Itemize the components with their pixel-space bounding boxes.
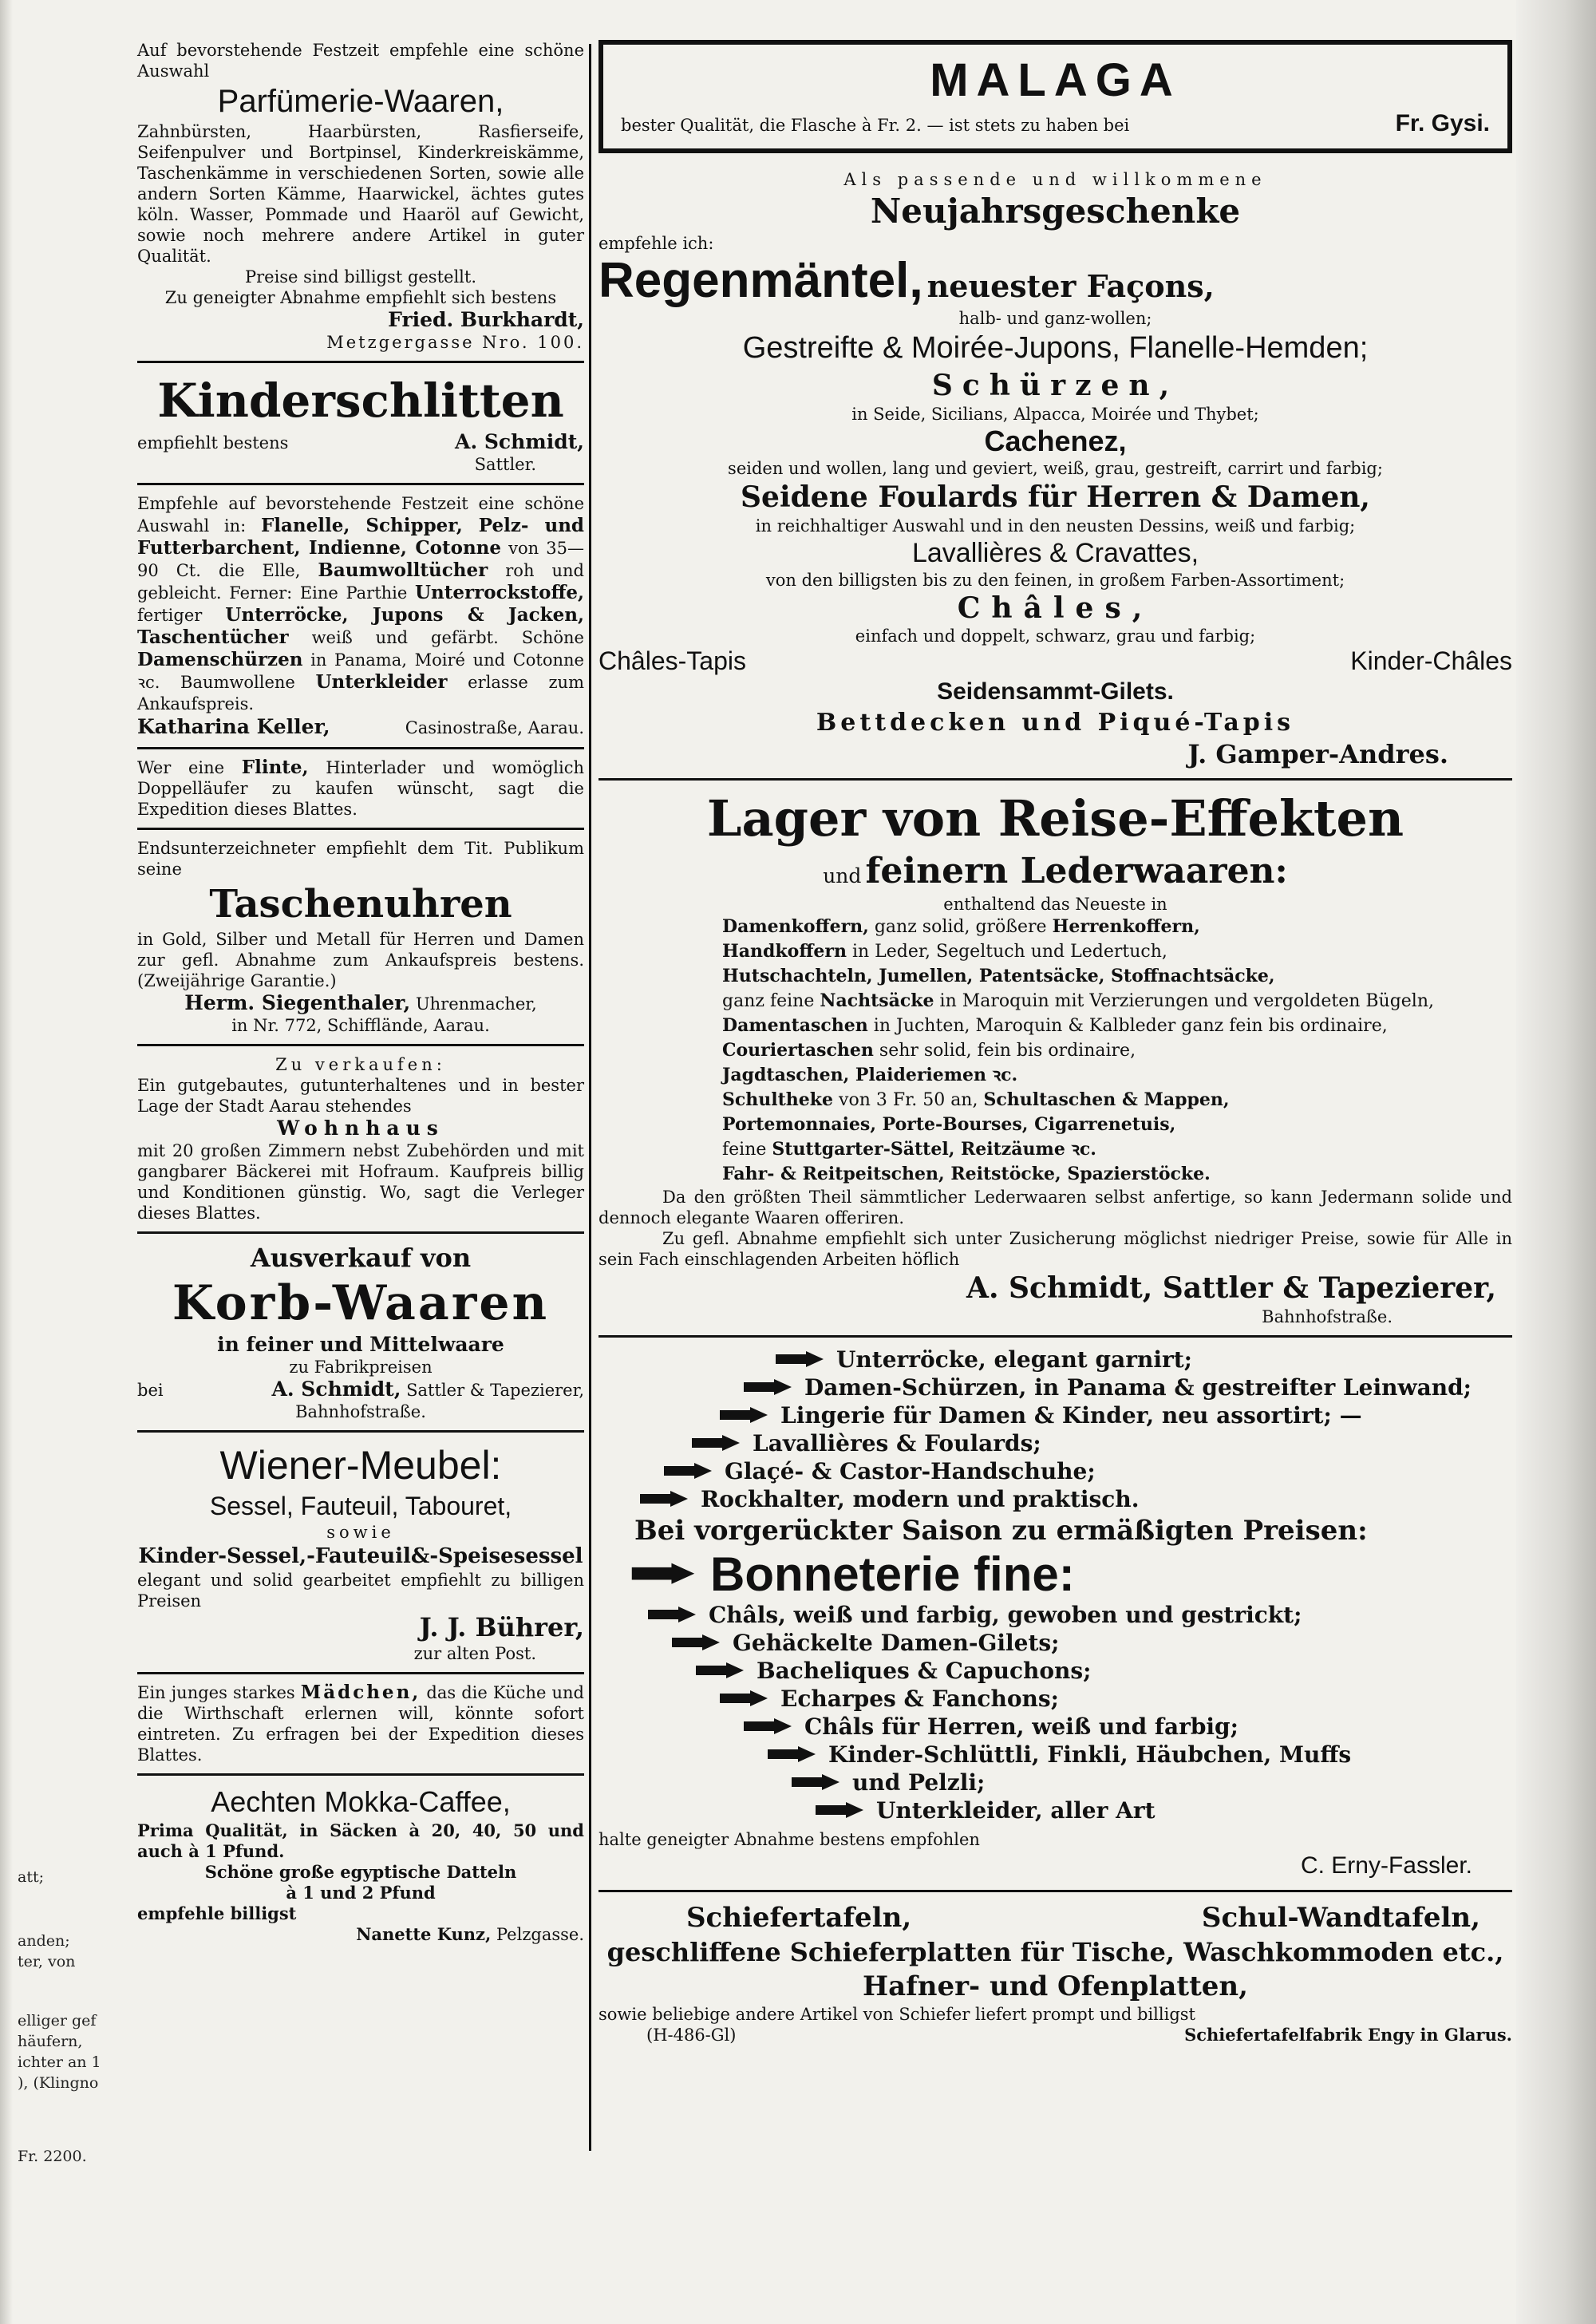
- ad-address: in Nr. 772, Schifflände, Aarau.: [231, 1016, 490, 1035]
- ad-taschenuhren: [137, 838, 584, 1036]
- ad-katharina-keller: [137, 493, 584, 739]
- ad-item-desc: halb- und ganz-wollen;: [958, 309, 1152, 328]
- ad-lead: empfehle billigst: [137, 1903, 297, 1923]
- ad-body: mit 20 großen Zimmern nebst Zubehörden und mit gangbarer Bäckerei mit Hofraum. Kaufpreis billig und Konditionen günstig. Wo, sagt die Verleger dieses Blattes.: [137, 1141, 584, 1223]
- list-item: Couriertaschen: [722, 1040, 874, 1061]
- ad-recommend: Zu geneigter Abnahme empfiehlt sich bestens: [164, 288, 557, 307]
- ad-list: [598, 915, 1512, 1187]
- pointing-hand-icon: [766, 1745, 817, 1765]
- item-text: Lingerie für Damen & Kinder, neu assortirt; —: [780, 1402, 1362, 1429]
- ad-name: A. Schmidt, Sattler & Tapezierer,: [966, 1271, 1496, 1305]
- list-item: [598, 1741, 1512, 1769]
- margin-fragment: häufern,: [18, 2033, 83, 2050]
- list-item: [598, 1429, 1512, 1457]
- ad-item-desc: von den billigsten bis zu den feinen, in großem Farben-Assortiment;: [765, 571, 1345, 590]
- ad-body: Ein gutgebautes, gutunterhaltenes und in bester Lage der Stadt Aarau stehendes: [137, 1076, 584, 1116]
- list-item: [598, 1657, 1512, 1685]
- ad-name: C. Erny-Fassler.: [1300, 1852, 1472, 1879]
- ad-name: A. Schmidt,: [455, 430, 584, 453]
- ad-intro: Auf bevorstehende Festzeit empfehle eine schöne Auswahl: [137, 41, 584, 81]
- ad-sub: feinern Lederwaaren:: [865, 851, 1288, 891]
- ad-name: Fried. Burkhardt,: [388, 308, 584, 331]
- ad-lead: enthaltend das Neueste in: [943, 895, 1167, 914]
- rule: [137, 747, 584, 749]
- ad-lead: empfiehlt bestens: [137, 433, 289, 453]
- ad-title: Parfümerie-Waaren,: [217, 84, 504, 119]
- item-text: Rockhalter, modern und praktisch.: [701, 1486, 1140, 1512]
- pointing-hand-icon: [662, 1461, 713, 1482]
- ad-erny-fassler: [598, 1346, 1512, 1882]
- page-shadow-left: [0, 0, 13, 2324]
- list-item: in Leder, Segeltuch und Ledertuch,: [851, 942, 1167, 962]
- item-text: und Pelzli;: [852, 1769, 986, 1796]
- column-divider: [589, 44, 591, 2151]
- ad-title: Bonneterie fine:: [710, 1547, 1075, 1601]
- ad-line: Ausverkauf von: [250, 1243, 472, 1273]
- margin-fragment: ), (Klingno: [18, 2074, 99, 2092]
- ad-trade: Pelzgasse.: [496, 1925, 584, 1944]
- ad-reise-effekten: [598, 788, 1512, 1327]
- item-text: Kinder-Schlüttli, Finkli, Häubchen, Muffs: [828, 1741, 1352, 1768]
- ad-address: Casinostraße, Aarau.: [405, 718, 584, 737]
- rule: [598, 1335, 1512, 1338]
- ad-wiener-meubel: [137, 1441, 584, 1664]
- margin-fragment: ter, von: [18, 1953, 76, 1970]
- ad-items: Unterröcke, Jupons & Jacken, Taschentücher: [137, 604, 584, 648]
- ad-item: Châles,: [957, 591, 1154, 625]
- pointing-hand-icon: [774, 1350, 825, 1370]
- ad-name: Katharina Keller,: [137, 715, 330, 738]
- list-item: Herrenkoffern,: [1052, 916, 1200, 937]
- ad-items: Damenschürzen: [137, 649, 303, 670]
- ad-text: erlasse zum Ankaufspreis.: [137, 673, 584, 713]
- ad-lead: empfehle ich:: [598, 234, 714, 253]
- ad-title: MALAGA: [930, 54, 1181, 106]
- ad-line: Sessel, Fauteuil, Tabouret,: [209, 1492, 512, 1520]
- ad-closing: halte geneigter Abnahme bestens empfohlen: [598, 1830, 980, 1849]
- ad-item-desc: einfach und doppelt, schwarz, grau und farbig;: [855, 626, 1256, 646]
- ad-line: in feiner und Mittelwaare: [217, 1333, 504, 1356]
- ad-title: Korb-Waaren: [172, 1275, 550, 1331]
- list-item: Hutschachteln, Jumellen, Patentsäcke, Stoffnachtsäcke,: [722, 966, 1275, 986]
- pointing-hand-icon: [690, 1433, 741, 1454]
- item-list: [598, 1601, 1512, 1824]
- ad-line: zu Fabrikpreisen: [289, 1358, 433, 1377]
- list-item: Jagdtaschen, Plaideriemen ꝛc.: [722, 1065, 1018, 1085]
- pointing-hand-icon: [814, 1800, 865, 1821]
- pointing-hand-icon: [638, 1489, 689, 1510]
- left-column: [137, 40, 584, 1945]
- list-item: [598, 1769, 1512, 1796]
- list-item: [598, 1457, 1512, 1485]
- margin-fragment: att;: [18, 1868, 44, 1886]
- pointing-hand-icon: [790, 1773, 841, 1793]
- list-item: in Maroquin mit Verzierungen und vergoldeten Bügeln,: [939, 991, 1435, 1011]
- ad-name: A. Schmidt,: [271, 1377, 401, 1401]
- ad-item: Lavallières & Cravattes,: [911, 538, 1199, 568]
- ad-trade: Sattler.: [474, 455, 536, 474]
- ad-title: Wohnhaus: [277, 1117, 444, 1140]
- list-item: ganz feine: [722, 991, 815, 1011]
- item-text: Châls für Herren, weiß und farbig;: [804, 1713, 1238, 1740]
- page-edge-right: [1516, 0, 1596, 2324]
- ad-text: von 35—90 Ct. die Elle,: [137, 539, 584, 580]
- item-text: Châls, weiß und farbig, gewoben und gestrickt;: [709, 1602, 1302, 1628]
- ad-body: Zahnbürsten, Haarbürsten, Rasfierseife, Seifenpulver und Bortpinsel, Kinderkreiskämme, Taschenkämme in verschiedenen Sorten, sowie alle andern Sorten Kämme, Haarwickel, ächtes gutes köln. Wasser, Pommade und Haaröl auf Gewicht, sowie noch mehrere andere Artikel in guter Qualität.: [137, 122, 584, 266]
- pointing-hand-icon: [742, 1717, 793, 1737]
- ad-trade: Uhrenmacher,: [415, 994, 537, 1014]
- ad-mokka: [137, 1784, 584, 1945]
- item-text: Glaçé- & Castor-Handschuhe;: [725, 1458, 1096, 1484]
- ad-item: Schürzen,: [931, 369, 1179, 402]
- ad-address: Bahnhofstraße.: [1262, 1307, 1393, 1326]
- ad-title: Neujahrsgeschenke: [870, 192, 1241, 231]
- rule: [137, 483, 584, 485]
- ad-item-desc: in reichhaltiger Auswahl und in den neusten Dessins, weiß und farbig;: [755, 516, 1356, 536]
- ad-line: Kinder-Sessel,-Fauteuil&-Speisesessel: [138, 1544, 583, 1568]
- ad-text: Wer eine: [137, 758, 225, 777]
- item-text: Damen-Schürzen, in Panama & gestreifter Leinwand;: [804, 1374, 1472, 1401]
- ad-name: Herm. Siegenthaler,: [184, 991, 411, 1014]
- ad-address: zur alten Post.: [413, 1644, 536, 1663]
- rule: [598, 778, 1512, 781]
- margin-fragment: elliger gef: [18, 2012, 97, 2030]
- list-item: ganz solid, größere: [874, 917, 1047, 937]
- item-text: Bacheliques & Capuchons;: [757, 1658, 1092, 1684]
- item-text: Gehäckelte Damen-Gilets;: [733, 1630, 1060, 1656]
- ad-text: das die Küche und die Wirthschaft erlernen will, könnte sofort eintreten. Zu erfragen bei der Expedition dieses Blattes.: [137, 1683, 584, 1765]
- pointing-hand-icon: [742, 1377, 793, 1398]
- ad-item: Seidene Foulards für Herren & Damen,: [741, 480, 1370, 514]
- ad-text: Hinterlader und womöglich Doppelläufer zu kaufen wünscht, sagt die Expedition dieses Blattes.: [137, 758, 584, 819]
- ad-bei: bei: [137, 1381, 164, 1400]
- ad-body: Zu gefl. Abnahme empfiehlt sich unter Zusicherung möglichst niedriger Preise, sowie für Alle in sein Fach einschlagenden Arbeiten höflich: [598, 1229, 1512, 1269]
- ad-name: J. J. Bührer,: [419, 1612, 584, 1642]
- pointing-hand-icon: [627, 1561, 699, 1588]
- ad-title-row: [598, 1548, 1512, 1601]
- item-text: Echarpes & Fanchons;: [780, 1686, 1059, 1712]
- list-item: [598, 1373, 1512, 1401]
- ad-parfuemerie: [137, 40, 584, 353]
- ad-address: Bahnhofstraße.: [295, 1402, 426, 1421]
- ad-title: Hafner- und Ofenplatten,: [863, 1970, 1248, 2002]
- pointing-hand-icon: [646, 1605, 697, 1626]
- ad-item: Seidensammt-Gilets.: [937, 678, 1174, 705]
- rule: [137, 1231, 584, 1234]
- ad-trade: Sattler & Tapezierer,: [406, 1381, 584, 1400]
- ad-maedchen: [137, 1682, 584, 1765]
- ad-neujahrsgeschenke: [598, 169, 1512, 770]
- list-item: [598, 1796, 1512, 1824]
- rule: [598, 1890, 1512, 1892]
- ad-items: Flanelle, Schipper, Pelz- und Futterbarchent, Indienne, Cotonne: [137, 515, 585, 559]
- ad-text: fertiger: [137, 606, 203, 625]
- ad-title: Lager von Reise-Effekten: [706, 789, 1404, 848]
- ad-name: J. Gamper-Andres.: [1187, 739, 1448, 769]
- ad-text: Empfehle auf bevorstehende Festzeit eine schöne Auswahl in:: [137, 494, 584, 536]
- ad-address: Metzgergasse Nro. 100.: [326, 333, 584, 352]
- ad-name: Schiefertafelfabrik Engy in Glarus.: [1184, 2025, 1512, 2045]
- list-item: in Juchten, Maroquin & Kalbleder ganz fein bis ordinaire,: [873, 1016, 1388, 1036]
- ad-item: Châles-Tapis: [598, 646, 746, 675]
- ad-intro: Als passende und willkommene: [843, 170, 1267, 189]
- ad-item: Kinder-Châles: [1350, 646, 1512, 675]
- rule: [137, 1773, 584, 1776]
- list-item: [598, 1685, 1512, 1713]
- ad-title: Schiefertafeln,: [686, 1902, 912, 1934]
- ad-text: Schöne: [521, 628, 584, 647]
- ad-item-desc: seiden und wollen, lang und geviert, weiß, grau, gestreift, carrirt und farbig;: [728, 459, 1383, 478]
- list-item: Schultheke: [722, 1089, 834, 1110]
- margin-fragment: anden;: [18, 1932, 70, 1950]
- ad-intro: Endsunterzeichneter empfiehlt dem Tit. Publikum seine: [137, 839, 584, 879]
- ad-code: (H-486-Gl): [646, 2026, 737, 2045]
- ad-sub: und: [823, 864, 862, 887]
- ad-kinderschlitten: [137, 371, 584, 475]
- ad-title: Taschenuhren: [209, 882, 512, 927]
- pointing-hand-icon: [670, 1633, 721, 1654]
- ad-body: à 1 und 2 Pfund: [286, 1883, 436, 1903]
- ad-item: Regenmäntel,: [598, 253, 923, 308]
- ad-body: Da den größten Theil sämmtlicher Lederwaaren selbst anfertige, so kann Jedermann solide und dennoch elegante Waaren offeriren.: [598, 1188, 1512, 1227]
- ad-head: Zu verkaufen:: [275, 1055, 446, 1074]
- list-item: von 3 Fr. 50 an,: [839, 1090, 978, 1110]
- ad-items: Unterrockstoffe,: [414, 582, 584, 603]
- ad-text: Ein junges starkes: [137, 1683, 295, 1702]
- ad-body: Prima Qualität, in Säcken à 20, 40, 50 und auch à 1 Pfund.: [137, 1820, 584, 1861]
- list-item: [598, 1713, 1512, 1741]
- ad-title: Wiener-Meubel:: [219, 1443, 502, 1488]
- rule: [137, 1430, 584, 1433]
- ad-item: Cachenez,: [984, 425, 1127, 457]
- ad-bold: Flinte,: [241, 757, 309, 778]
- list-item: Damentaschen: [722, 1015, 868, 1036]
- ad-items: Unterkleider: [315, 671, 448, 693]
- margin-fragment: Fr. 2200.: [18, 2148, 87, 2165]
- item-text: Unterkleider, aller Art: [876, 1797, 1156, 1824]
- list-item: sehr solid, fein bis ordinaire,: [879, 1041, 1136, 1061]
- ad-text: roh und gebleicht. Ferner: Eine Parthie: [137, 561, 584, 603]
- list-item: Fahr- & Reitpeitschen, Reitstöcke, Spazierstöcke.: [722, 1164, 1211, 1184]
- list-item: Schultaschen & Mappen,: [983, 1089, 1230, 1110]
- item-text: Lavallières & Foulards;: [753, 1430, 1041, 1456]
- list-item: Damenkoffern,: [722, 916, 869, 937]
- pointing-hand-icon: [718, 1689, 769, 1709]
- list-item: [598, 1629, 1512, 1657]
- ad-flinte: [137, 757, 584, 820]
- list-item: [598, 1485, 1512, 1513]
- ad-title: geschliffene Schieferplatten für Tische, Waschkommoden etc.,: [606, 1937, 1504, 1967]
- rule: [137, 828, 584, 830]
- pointing-hand-icon: [694, 1661, 745, 1682]
- ad-title: Kinderschlitten: [157, 374, 564, 428]
- ad-title: Schöne große egyptische Datteln: [204, 1862, 517, 1882]
- list-item: [598, 1401, 1512, 1429]
- ad-name: Fr. Gysi.: [1395, 110, 1490, 136]
- ad-item-desc: in Seide, Sicilians, Alpacca, Moirée und Thybet;: [851, 405, 1259, 424]
- right-column: [598, 40, 1512, 2045]
- ad-korbwaaren: [137, 1242, 584, 1422]
- ad-wohnhaus: [137, 1054, 584, 1223]
- list-item: Handkoffern: [722, 941, 847, 962]
- ad-body: sowie beliebige andere Artikel von Schiefer liefert prompt und billigst: [598, 2005, 1195, 2024]
- list-item: [598, 1601, 1512, 1629]
- rule: [137, 1044, 584, 1046]
- ad-schiefertafeln: [598, 1900, 1512, 2045]
- ad-name: Nanette Kunz,: [356, 1924, 492, 1944]
- list-item: Portemonnaies, Porte-Bourses, Cigarrenetuis,: [722, 1114, 1176, 1135]
- margin-fragment: ichter an 1: [18, 2053, 101, 2071]
- ad-line: Bei vorgerückter Saison zu ermäßigten Preisen:: [634, 1515, 1368, 1547]
- ad-malaga: [598, 40, 1512, 153]
- ad-text: weiß und gefärbt.: [311, 628, 499, 647]
- ad-item: Bettdecken und Piqué-Tapis: [816, 709, 1295, 737]
- ad-prices: Preise sind billigst gestellt.: [244, 267, 477, 287]
- ad-item: Gestreifte & Moirée-Jupons, Flanelle-Hemden;: [742, 331, 1369, 365]
- ad-body: bester Qualität, die Flasche à Fr. 2. — ist stets zu haben bei: [621, 116, 1130, 135]
- pointing-hand-icon: [718, 1405, 769, 1426]
- item-text: Unterröcke, elegant garnirt;: [836, 1346, 1192, 1373]
- ad-text: in Panama, Moiré und Cotonne ꝛc. Baumwollene: [137, 650, 584, 692]
- rule: [137, 361, 584, 363]
- ad-title: Schul-Wandtafeln,: [1201, 1902, 1480, 1934]
- list-item: Stuttgarter-Sättel, Reitzäume ꝛc.: [772, 1139, 1096, 1160]
- item-list: [598, 1346, 1512, 1513]
- list-item: [598, 1346, 1512, 1373]
- ad-body: in Gold, Silber und Metall für Herren und Damen zur gefl. Abnahme zum Ankaufspreis bestens. (Zweijährige Garantie.): [137, 930, 584, 990]
- list-item: Nachtsäcke: [820, 990, 934, 1011]
- ad-items: Baumwolltücher: [318, 559, 488, 581]
- ad-body: elegant und solid gearbeitet empfiehlt zu billigen Preisen: [137, 1571, 584, 1611]
- ad-item: neuester Façons,: [926, 268, 1215, 304]
- ad-line: sowie: [326, 1523, 395, 1542]
- rule: [137, 1672, 584, 1674]
- ad-title: Aechten Mokka-Caffee,: [211, 1785, 511, 1818]
- list-item: feine: [722, 1140, 767, 1160]
- ad-bold: Mädchen,: [300, 1682, 421, 1703]
